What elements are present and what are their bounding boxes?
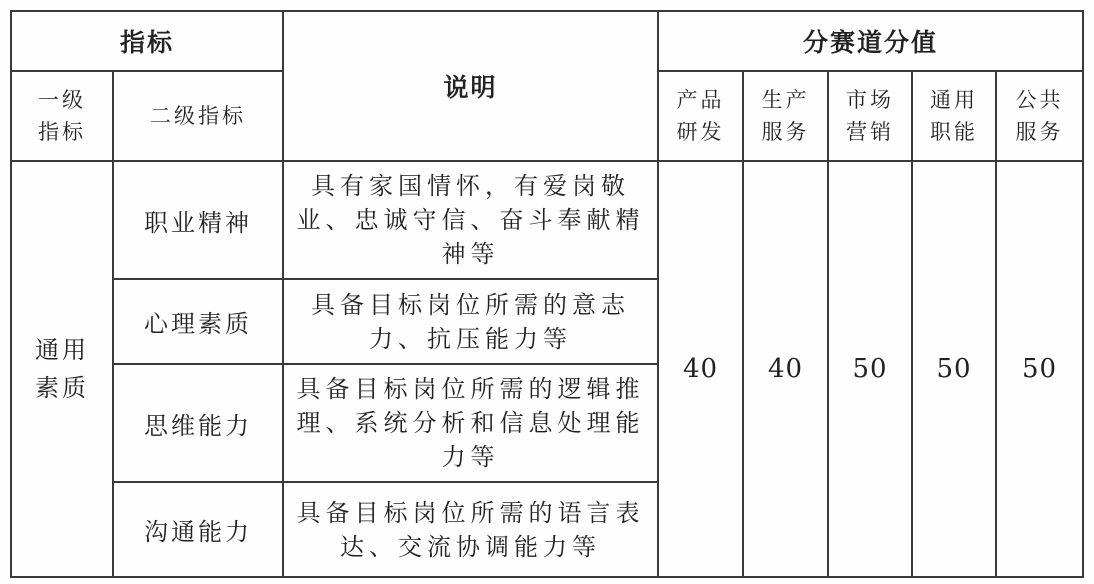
level2-indicator-cell: 职业精神 [113, 161, 283, 279]
level2-indicator-cell: 沟通能力 [113, 482, 283, 577]
header-row-1 [11, 11, 1083, 71]
score-cell-marketing: 50 [828, 161, 912, 577]
score-cell-general: 50 [912, 161, 996, 577]
track-header-marketing: 市场 营销 [828, 71, 912, 161]
score-cell-rd: 40 [658, 161, 743, 577]
level2-indicator-cell: 心理素质 [113, 279, 283, 364]
score-cell-production: 40 [743, 161, 828, 577]
track-scores-header: 分赛道分值 [658, 11, 1083, 71]
scoring-table [10, 10, 1084, 578]
track-header-public: 公共 服务 [996, 71, 1083, 161]
description-header: 说明 [283, 11, 658, 161]
table-row [11, 161, 1083, 279]
track-header-production: 生产 服务 [743, 71, 828, 161]
level1-indicator-header: 一级 指标 [11, 71, 113, 161]
description-cell: 具备目标岗位所需的语言表达、交流协调能力等 [283, 482, 658, 577]
description-cell: 具备目标岗位所需的意志力、抗压能力等 [283, 279, 658, 364]
track-header-general: 通用 职能 [912, 71, 996, 161]
level2-indicator-cell: 思维能力 [113, 364, 283, 482]
level1-indicator-cell: 通用 素质 [11, 161, 113, 577]
description-cell: 具备目标岗位所需的逻辑推理、系统分析和信息处理能力等 [283, 364, 658, 482]
level2-indicator-header: 二级指标 [113, 71, 283, 161]
score-cell-public: 50 [996, 161, 1083, 577]
indicator-header: 指标 [11, 11, 283, 71]
track-header-rd: 产品 研发 [658, 71, 743, 161]
description-cell: 具有家国情怀，有爱岗敬业、忠诚守信、奋斗奉献精神等 [283, 161, 658, 279]
